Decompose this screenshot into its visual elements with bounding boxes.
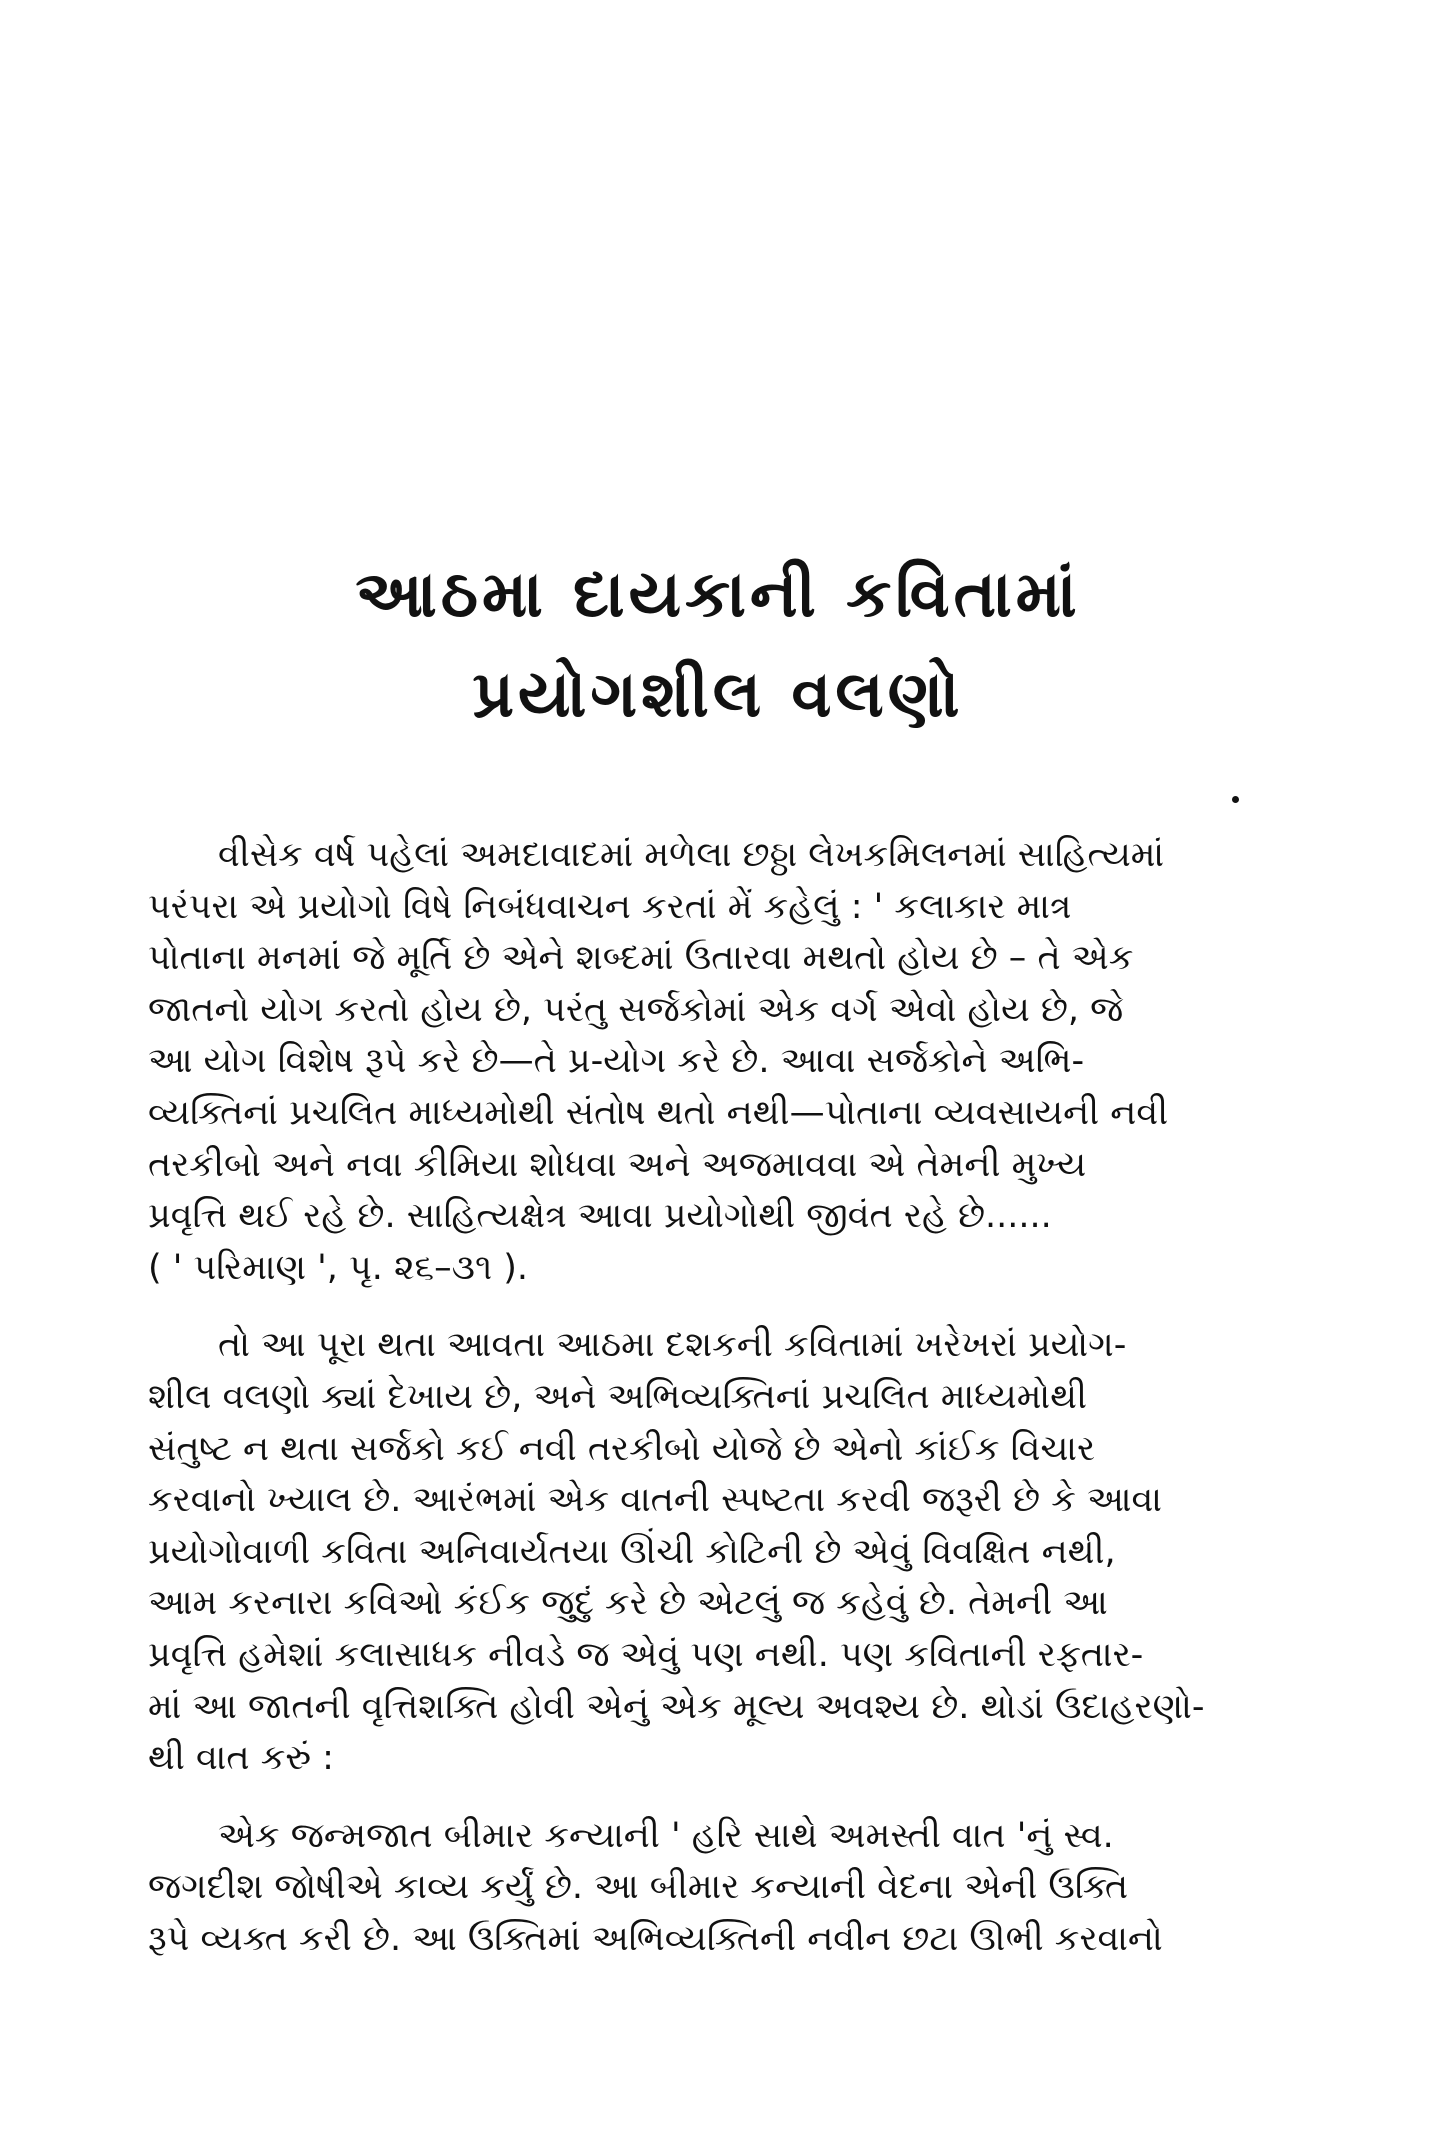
text-line: પોતાના મનમાં જે મૂર્તિ છે એને શબ્દમાં ઉતારવા મથતો હોય છે – તે એક bbox=[148, 938, 1134, 979]
text-line: પરંપરા એ પ્રયોગો વિષે નિબંધવાચન કરતાં મેં કહેલું : ' કલાકાર માત્ર bbox=[148, 886, 1072, 927]
text-line: એક જન્મજાત બીમાર કન્યાની ' હરિ સાથે અમસ્તી વાત 'નું સ્વ. bbox=[218, 1815, 1114, 1856]
chapter-title bbox=[0, 545, 1436, 745]
text-line: જાતનો યોગ કરતો હોય છે, પરંતુ સર્જકોમાં એક વર્ગ એવો હોય છે, જે bbox=[148, 989, 1124, 1030]
citation-line: ( ' પરિમાણ ', પૃ. ૨૬–૩૧ ). bbox=[148, 1247, 529, 1288]
text-line: કરવાનો ખ્યાલ છે. આરંભમાં એક વાતની સ્પષ્ટતા કરવી જરૂરી છે કે આવા bbox=[148, 1480, 1162, 1521]
text-line: થી વાત કરું : bbox=[148, 1738, 334, 1779]
text-line: આમ કરનારા કવિઓ કંઈક જુદું કરે છે એટલું જ કહેવું છે. તેમની આ bbox=[148, 1583, 1108, 1624]
paragraph-1 bbox=[148, 830, 1290, 1294]
text-line: તરકીબો અને નવા કીમિયા શોધવા અને અજમાવવા એ તેમની મુખ્ય bbox=[148, 1144, 1087, 1185]
text-line: પ્રવૃત્તિ થઈ રહે છે. સાહિત્યક્ષેત્ર આવા પ્રયોગોથી જીવંત રહે છે...... bbox=[148, 1196, 1052, 1237]
text-line: સંતુષ્ટ ન થતા સર્જકો કઈ નવી તરકીબો યોજે છે એનો કાંઈક વિચાર bbox=[148, 1428, 1096, 1469]
text-line: વ્યક્તિનાં પ્રચલિત માધ્યમોથી સંતોષ થતો નથી—પોતાના વ્યવસાયની નવી bbox=[148, 1092, 1169, 1133]
text-line: પ્રવૃત્તિ હમેશાં કલાસાધક નીવડે જ એવું પણ નથી. પણ કવિતાની રફતાર- bbox=[148, 1634, 1144, 1675]
paragraph-2 bbox=[148, 1320, 1290, 1784]
text-line: આ યોગ વિશેષ રૂપે કરે છે—તે પ્ર-યોગ કરે છે. આવા સર્જકોને અભિ- bbox=[148, 1041, 1085, 1082]
body-text bbox=[148, 830, 1290, 1965]
paragraph-3 bbox=[148, 1811, 1290, 1966]
text-line: શીલ વલણો ક્યાં દેખાય છે, અને અભિવ્યક્તિનાં પ્રચલિત માધ્યમોથી bbox=[148, 1376, 1088, 1417]
text-line: રૂપે વ્યક્ત કરી છે. આ ઉક્તિમાં અભિવ્યક્તિની નવીન છટા ઊભી કરવાનો bbox=[148, 1918, 1163, 1959]
text-line: જગદીશ જોષીએ કાવ્ય કર્યું છે. આ બીમાર કન્યાની વેદના એની ઉક્તિ bbox=[148, 1867, 1129, 1908]
chapter-title-line-1: આઠમા દાયકાની કવિતામાં bbox=[355, 558, 1081, 632]
chapter-title-line-2: પ્રયોગશીલ વલણો bbox=[472, 658, 964, 732]
text-line: વીસેક વર્ષ પહેલાં અમદાવાદમાં મળેલા છઠ્ઠા લેખકમિલનમાં સાહિત્યમાં bbox=[218, 835, 1165, 875]
text-line: તો આ પૂરા થતા આવતા આઠમા દશકની કવિતામાં ખરેખરાં પ્રયોગ- bbox=[218, 1325, 1127, 1366]
text-line: પ્રયોગોવાળી કવિતા અનિવાર્યતયા ઊંચી કોટિની છે એવું વિવક્ષિત નથી, bbox=[148, 1531, 1116, 1572]
text-line: માં આ જાતની વૃત્તિશક્તિ હોવી એનું એક મૂલ્ય અવશ્ય છે. થોડાં ઉદાહરણો- bbox=[148, 1686, 1205, 1727]
print-dot-mark bbox=[1232, 796, 1239, 803]
